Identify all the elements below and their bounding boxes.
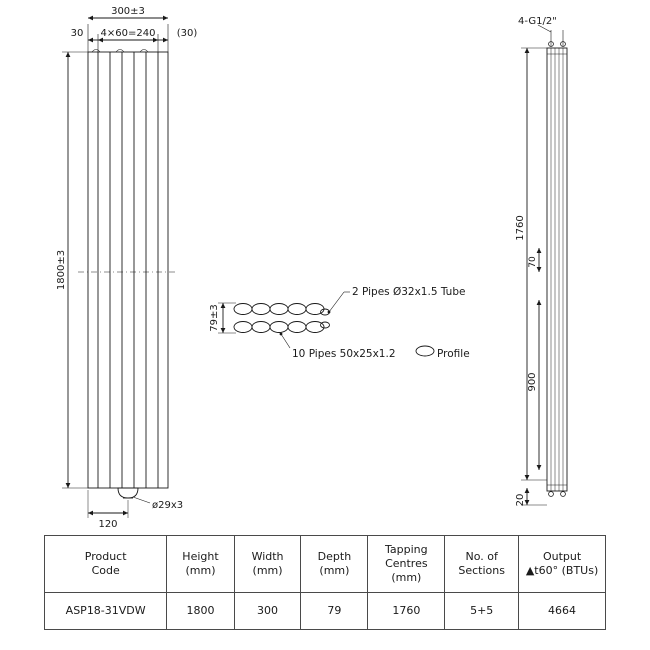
header-depth: Depth (mm) — [301, 536, 368, 593]
cell-depth: 79 — [301, 593, 368, 630]
front-left-margin-label: 30 — [70, 28, 84, 39]
side-tapping-offset-label: 70 — [528, 256, 538, 268]
front-right-margin-label: (30) — [176, 28, 198, 39]
cell-output: 4664 — [519, 593, 606, 630]
section-profile-note: 10 Pipes 50x25x1.2 — [292, 348, 396, 360]
cell-width: 300 — [234, 593, 301, 630]
header-height: Height (mm) — [167, 536, 234, 593]
side-tapping-centres-label: 1760 — [515, 215, 526, 241]
section-depth-label: 79±3 — [209, 304, 220, 332]
cell-height: 1800 — [167, 593, 234, 630]
front-panel-span-label: 4×60=240 — [100, 28, 156, 39]
section-tube-note: 2 Pipes Ø32x1.5 Tube — [352, 286, 466, 298]
side-connection-label: 4-G1/2" — [518, 16, 557, 27]
table-header-row — [45, 536, 606, 593]
table-row — [45, 593, 606, 630]
side-lower-dimension-label: 900 — [527, 372, 538, 392]
front-tube-diameter-label: ø29x3 — [152, 500, 184, 511]
header-output: Output ▲t60° (BTUs) — [519, 536, 606, 593]
side-bottom-dimension-label: 20 — [515, 493, 526, 507]
header-product-code: Product Code — [45, 536, 167, 593]
cell-sections: 5+5 — [445, 593, 519, 630]
front-bottom-width-label: 120 — [98, 519, 118, 530]
cell-tapping-centres: 1760 — [368, 593, 445, 630]
front-overall-width-label: 300±3 — [111, 6, 145, 17]
header-width: Width (mm) — [234, 536, 301, 593]
header-tapping-centres: Tapping Centres (mm) — [368, 536, 445, 593]
section-profile-note-suffix: Profile — [437, 348, 470, 360]
front-overall-height-label: 1800±3 — [56, 249, 67, 291]
cell-product-code: ASP18-31VDW — [45, 593, 167, 630]
header-sections: No. of Sections — [445, 536, 519, 593]
specification-table — [44, 535, 606, 630]
